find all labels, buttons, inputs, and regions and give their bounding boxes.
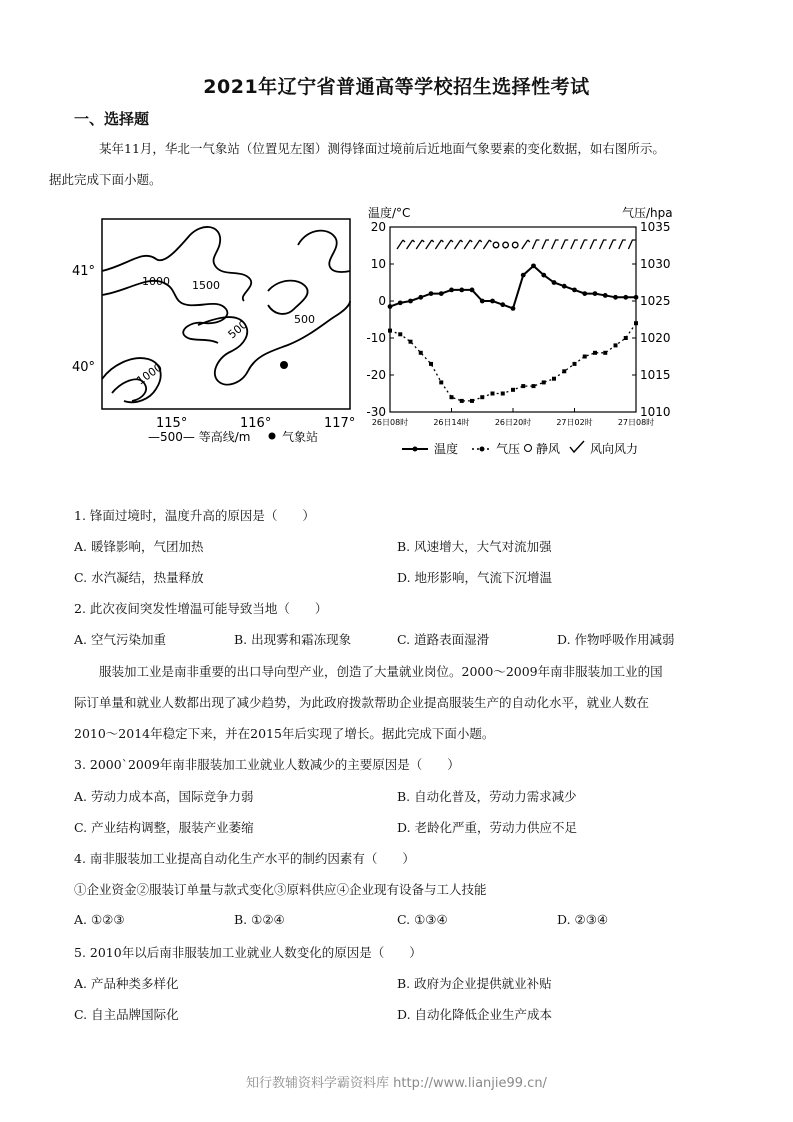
wind-barb-icon xyxy=(590,240,597,249)
pressure-point xyxy=(603,351,607,355)
pressure-point xyxy=(439,380,443,384)
pressure-point xyxy=(521,384,525,388)
y-tick-label-right: 1025 xyxy=(640,294,671,308)
y-tick-label-right: 1015 xyxy=(640,368,671,382)
temperature-point xyxy=(439,291,444,296)
temperature-point xyxy=(531,263,536,268)
q2-option-a: A. 空气污染加重 xyxy=(74,632,166,647)
pressure-point xyxy=(562,369,566,373)
y-tick-label-right: 1035 xyxy=(640,220,671,234)
temperature-point xyxy=(500,302,505,307)
pressure-point xyxy=(593,351,597,355)
temperature-point xyxy=(521,273,526,278)
contour-line xyxy=(298,231,350,272)
wind-barb-icon xyxy=(416,240,424,249)
pressure-point xyxy=(634,321,638,325)
calm-icon xyxy=(493,242,499,248)
legend-temperature-dot xyxy=(413,447,418,452)
intro-paragraph-2 xyxy=(74,656,734,749)
q4-option-d: D. ②③④ xyxy=(557,912,609,927)
map-legend-station-dot xyxy=(269,433,276,440)
intro1-line-2: 据此完成下面小题。 xyxy=(49,172,162,187)
wind-barb-icon xyxy=(464,240,472,249)
wind-barb-icon xyxy=(483,240,491,249)
pressure-point xyxy=(511,388,515,392)
temperature-point xyxy=(623,295,628,300)
temperature-point xyxy=(541,273,546,278)
wind-barb-icon xyxy=(571,240,578,249)
q1-option-a: A. 暖锋影响，气团加热 xyxy=(74,539,204,554)
q4-option-c: C. ①③④ xyxy=(397,912,448,927)
q2-option-d: D. 作物呼吸作用减弱 xyxy=(557,632,675,647)
map-legend-station: 气象站 xyxy=(282,430,319,444)
weather-chart xyxy=(362,203,707,463)
question-4: 4. 南非服装加工业提高自动化生产水平的制约因素有（ ） xyxy=(74,851,415,866)
pressure-point xyxy=(491,392,495,396)
wind-barb-icon xyxy=(426,240,434,249)
calm-icon xyxy=(503,242,509,248)
wind-barb-icon xyxy=(407,240,415,249)
latitude-label: 41° xyxy=(72,264,96,279)
pressure-point xyxy=(470,399,474,403)
contour-label: 1000 xyxy=(134,360,165,388)
y-tick-label-right: 1010 xyxy=(640,405,671,419)
pressure-point xyxy=(573,362,577,366)
contour-label: 1000 xyxy=(142,275,170,288)
chart-ylabel-left: 温度/°C xyxy=(368,206,411,220)
intro2-line-3: 2010～2014年稳定下来，并在2015年后实现了增长。据此完成下面小题。 xyxy=(74,726,495,741)
x-tick-label: 27日02时 xyxy=(556,418,593,427)
pressure-point xyxy=(419,351,423,355)
x-tick-label: 26日20时 xyxy=(494,418,532,427)
question-2: 2. 此次夜间突发性增温可能导致当地（ ） xyxy=(74,601,328,616)
q5-option-b: B. 政府为企业提供就业补贴 xyxy=(397,976,552,991)
q1-option-c: C. 水汽凝结，热量释放 xyxy=(74,570,204,585)
wind-barb-icon xyxy=(397,240,405,249)
y-tick-label-left: 0 xyxy=(378,294,386,308)
page-title: 2021年辽宁省普通高等学校招生选择性考试 xyxy=(203,76,590,98)
question-3: 3. 2000`2009年南非服装加工业就业人数减少的主要原因是（ ） xyxy=(74,757,460,772)
intro-paragraph-1 xyxy=(49,133,734,195)
wind-barb-icon xyxy=(455,240,463,249)
temperature-point xyxy=(572,288,577,293)
temperature-point xyxy=(613,295,618,300)
y-tick-label-left: -10 xyxy=(366,331,386,345)
wind-barb-icon xyxy=(561,240,568,249)
pressure-point xyxy=(501,392,505,396)
pressure-point xyxy=(429,362,433,366)
q5-option-a: A. 产品种类多样化 xyxy=(74,976,179,991)
map-legend-contour: —500— 等高线/m xyxy=(148,430,251,444)
intro2-line-2: 际订单量和就业人数都出现了减少趋势，为此政府拨款帮助企业提高服装生产的自动化水平，就业人数在 xyxy=(74,695,650,710)
q2-option-b: B. 出现雾和霜冻现象 xyxy=(234,632,352,647)
temperature-point xyxy=(562,284,567,289)
temperature-point xyxy=(398,300,403,305)
temperature-point xyxy=(418,295,423,300)
legend-pressure-label: 气压 xyxy=(496,442,521,456)
calm-icon xyxy=(525,445,532,452)
calm-icon xyxy=(512,242,518,248)
longitude-label: 116° xyxy=(240,416,272,431)
temperature-point xyxy=(449,288,454,293)
pressure-point xyxy=(552,377,556,381)
q5-option-d: D. 自动化降低企业生产成本 xyxy=(397,1007,553,1022)
wind-barb-icon xyxy=(580,240,587,249)
q4-option-b: B. ①②④ xyxy=(234,912,285,927)
temperature-point xyxy=(582,291,587,296)
wind-barb-icon xyxy=(570,441,584,452)
intro2-line-1: 服装加工业是南非重要的出口导向型产业，创造了大量就业岗位。2000～2009年南非服装加工业的国 xyxy=(99,664,663,679)
pressure-point xyxy=(614,343,618,347)
q3-option-c: C. 产业结构调整，服装产业萎缩 xyxy=(74,820,254,835)
q1-option-d: D. 地形影响，气流下沉增温 xyxy=(397,570,553,585)
pressure-point xyxy=(450,395,454,399)
contour-label: 500 xyxy=(225,317,251,342)
wind-barb-icon xyxy=(628,240,635,249)
temperature-point xyxy=(429,291,434,296)
q2-option-c: C. 道路表面湿滑 xyxy=(397,632,490,647)
temperature-point xyxy=(480,299,485,304)
temperature-point xyxy=(408,299,413,304)
longitude-label: 115° xyxy=(156,416,188,431)
pressure-point xyxy=(532,384,536,388)
pressure-point xyxy=(388,329,392,333)
legend-pressure-dot xyxy=(480,447,485,452)
question-5: 5. 2010年以后南非服装加工业就业人数变化的原因是（ ） xyxy=(74,945,422,960)
wind-barb-icon xyxy=(522,240,530,249)
temperature-point xyxy=(603,293,608,298)
y-tick-label-right: 1020 xyxy=(640,331,671,345)
temperature-point xyxy=(552,280,557,285)
intro1-line-1: 某年11月，华北一气象站（位置见左图）测得锋面过境前后近地面气象要素的变化数据，如右图所示。 xyxy=(99,141,665,156)
legend-calm-label: 静风 xyxy=(536,442,561,456)
wind-barb-icon xyxy=(435,240,443,249)
pressure-point xyxy=(409,340,413,344)
wind-barb-icon xyxy=(474,240,482,249)
contour-label: 500 xyxy=(294,313,315,326)
weather-station-marker xyxy=(280,361,288,369)
q3-option-b: B. 自动化普及，劳动力需求减少 xyxy=(397,789,577,804)
temperature-series-line xyxy=(390,266,636,309)
q3-option-a: A. 劳动力成本高，国际竞争力弱 xyxy=(74,789,254,804)
contour-label: 1500 xyxy=(192,279,220,292)
longitude-label: 117° xyxy=(324,416,356,431)
y-tick-label-right: 1030 xyxy=(640,257,671,271)
x-tick-label: 26日14时 xyxy=(433,418,470,427)
chart-plot-frame xyxy=(390,227,636,412)
contour-line xyxy=(268,281,308,314)
wind-barb-icon xyxy=(445,240,453,249)
x-tick-label: 27日08时 xyxy=(617,418,655,427)
y-tick-label-left: -20 xyxy=(366,368,386,382)
pressure-point xyxy=(542,380,546,384)
wind-barb-icon xyxy=(600,240,607,249)
y-tick-label-left: 10 xyxy=(370,257,386,271)
q4-statements: ①企业资金②服装订单量与款式变化③原料供应④企业现有设备与工人技能 xyxy=(74,882,487,897)
q5-option-c: C. 自主品牌国际化 xyxy=(74,1007,179,1022)
pressure-point xyxy=(624,336,628,340)
wind-barbs-row xyxy=(397,240,635,249)
q1-option-b: B. 风速增大，大气对流加强 xyxy=(397,539,552,554)
pressure-point xyxy=(460,399,464,403)
section-heading: 一、选择题 xyxy=(74,110,150,128)
q4-option-a: A. ①②③ xyxy=(74,912,125,927)
wind-barb-icon xyxy=(552,240,559,249)
contour-line xyxy=(198,301,350,385)
pressure-point xyxy=(583,355,587,359)
y-tick-label-left: 20 xyxy=(370,220,386,234)
page-footer: 知行教辅资料学霸资料库 http://www.lianjie99.cn/ xyxy=(246,1076,547,1091)
temperature-point xyxy=(593,291,598,296)
y-tick-label-left: -30 xyxy=(366,405,386,419)
temperature-point xyxy=(511,306,516,311)
question-1: 1. 锋面过境时，温度升高的原因是（ ） xyxy=(74,508,315,523)
latitude-label: 40° xyxy=(72,360,96,375)
wind-barb-icon xyxy=(609,240,616,249)
contour-line xyxy=(102,227,251,301)
wind-barb-icon xyxy=(542,240,549,249)
temperature-point xyxy=(490,299,495,304)
wind-barb-icon xyxy=(619,240,626,249)
temperature-point xyxy=(470,288,475,293)
x-tick-label: 26日08时 xyxy=(371,418,409,427)
temperature-point xyxy=(459,288,464,293)
temperature-point xyxy=(634,295,639,300)
chart-ylabel-right: 气压/hpa xyxy=(622,206,673,220)
pressure-point xyxy=(480,395,484,399)
wind-barb-icon xyxy=(532,240,539,249)
pressure-point xyxy=(398,332,402,336)
contour-map xyxy=(68,205,368,455)
temperature-point xyxy=(388,304,393,309)
legend-wind-label: 风向风力 xyxy=(590,442,639,456)
q3-option-d: D. 老龄化严重，劳动力供应不足 xyxy=(397,820,578,835)
legend-temperature-label: 温度 xyxy=(434,442,459,456)
